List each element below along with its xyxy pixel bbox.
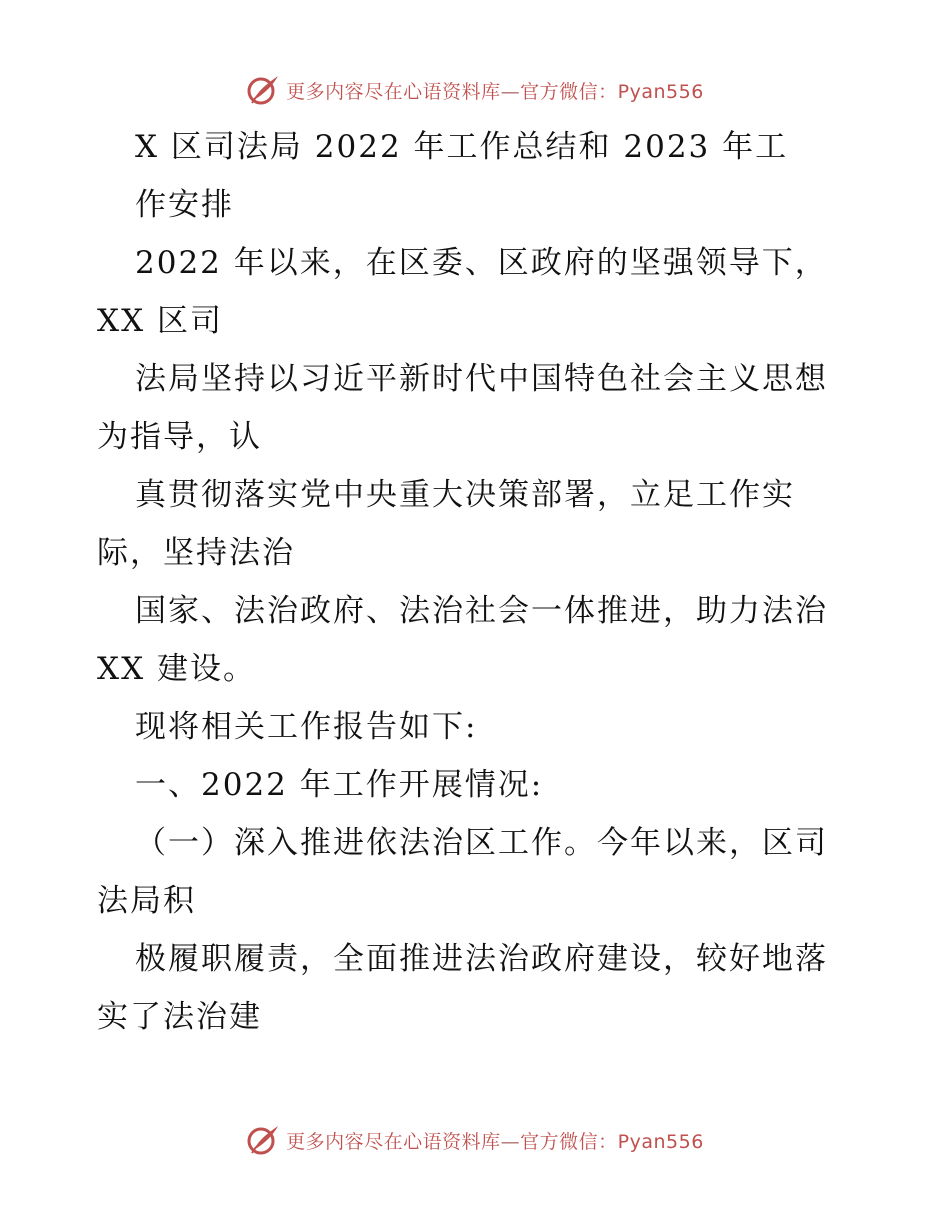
text-line: 实了法治建	[97, 999, 262, 1035]
text-line: 作安排	[135, 187, 234, 223]
watermark-contact: 官方微信：Pyan556	[520, 1130, 704, 1153]
text-line: XX 区司	[97, 303, 223, 339]
text-line: 真贯彻落实党中央重大决策部署，立足工作实	[135, 477, 795, 513]
text-line: X 区司法局 2022 年工作总结和 2023 年工	[135, 129, 789, 165]
text-line: 际，坚持法治	[97, 535, 295, 571]
text-line: 国家、法治政府、法治社会一体推进，助力法治	[135, 593, 828, 629]
text-line: （一）深入推进依法治区工作。今年以来，区司	[135, 825, 828, 861]
footer-watermark	[0, 1120, 950, 1160]
text-line: 为指导，认	[97, 419, 262, 455]
text-line: 法局坚持以习近平新时代中国特色社会主义思想	[135, 361, 828, 397]
text-line: 一、2022 年工作开展情况:	[135, 767, 544, 803]
feather-pen-circle-icon	[246, 73, 280, 107]
watermark-site: 更多内容尽在心语资料库	[286, 1130, 501, 1153]
watermark-separator: —	[500, 1130, 521, 1153]
text-line: 极履职履责，全面推进法治政府建设，较好地落	[135, 941, 828, 977]
header-watermark	[0, 70, 950, 110]
text-line: XX 建设。	[97, 651, 256, 687]
watermark-site: 更多内容尽在心语资料库	[286, 80, 501, 103]
feather-pen-circle-icon	[246, 1123, 280, 1157]
watermark-text	[286, 1127, 704, 1154]
text-line: 法局积	[97, 883, 196, 919]
watermark-text	[286, 77, 704, 104]
text-line: 现将相关工作报告如下:	[135, 709, 478, 745]
watermark-separator: —	[500, 80, 521, 103]
document-body	[97, 118, 857, 1046]
watermark-contact: 官方微信：Pyan556	[520, 80, 704, 103]
text-line: 2022 年以来，在区委、区政府的坚强领导下，	[135, 245, 828, 281]
